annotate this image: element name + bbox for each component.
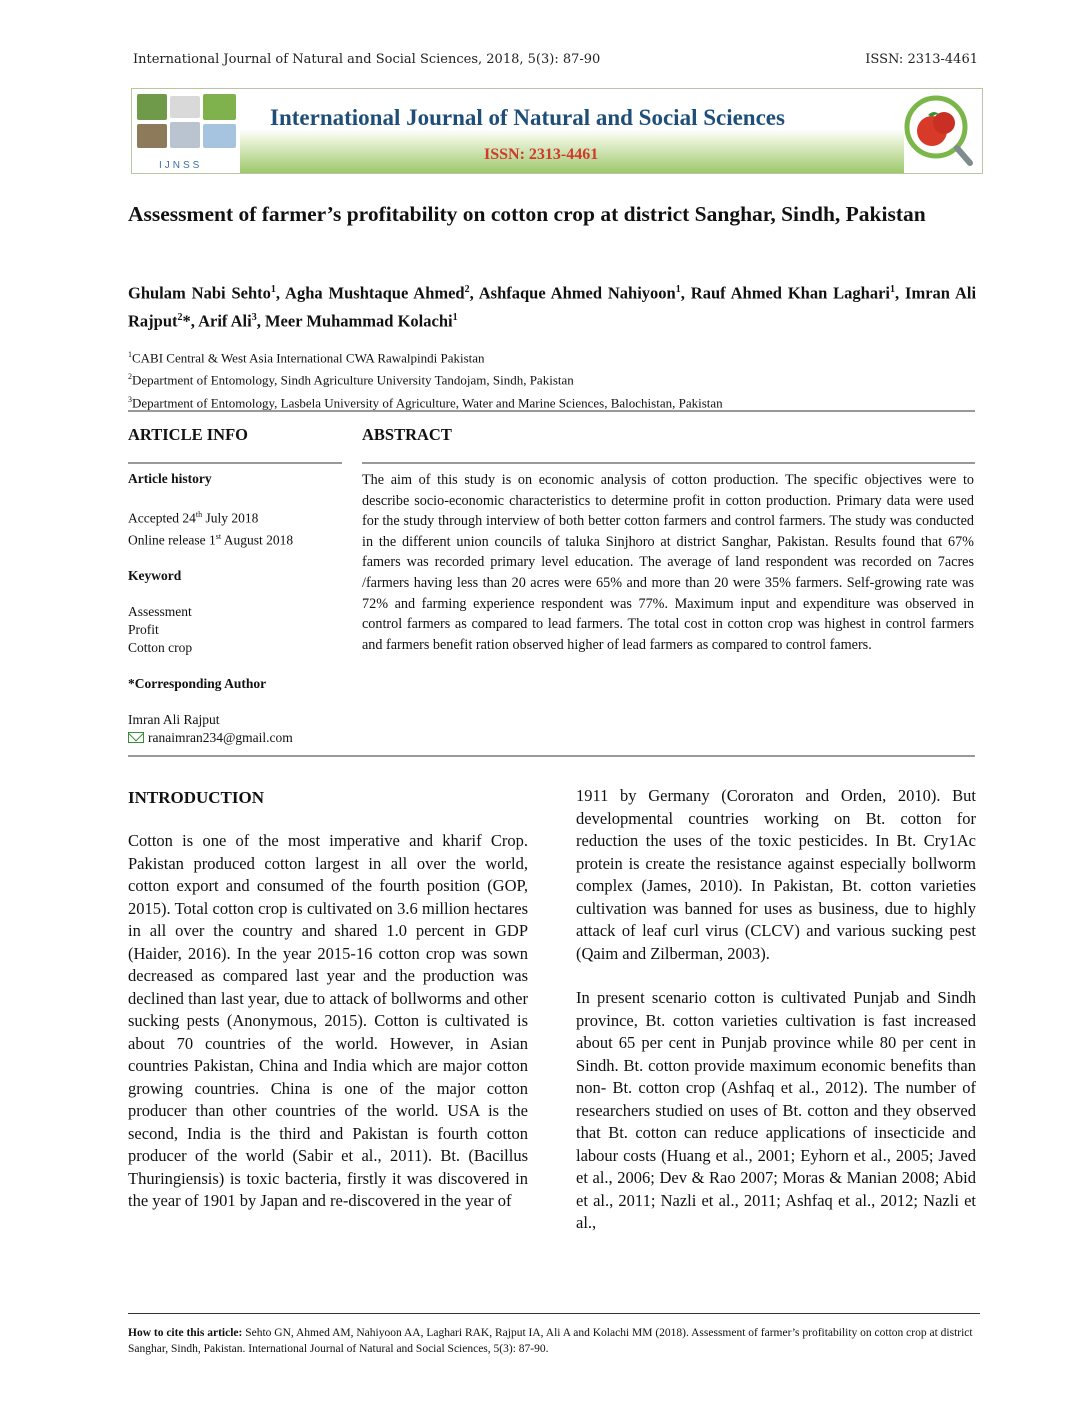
author-name: Agha Mushtaque Ahmed (285, 283, 465, 303)
author-list (128, 278, 976, 333)
affiliation-marker: 3 (128, 394, 132, 404)
divider-rule (128, 755, 975, 757)
keyword-item: Assessment (128, 604, 192, 619)
author-name: Meer Muhammad Kolachi (264, 311, 453, 330)
author-separator: , (256, 311, 265, 330)
author-affiliation-marker: 3 (251, 311, 257, 323)
author-affiliation-marker: 1 (270, 284, 276, 295)
divider-rule (128, 410, 975, 412)
author-separator: , (680, 283, 691, 303)
affiliation-item (128, 390, 978, 412)
banner-issn: ISSN: 2313-4461 (484, 146, 599, 163)
author-name: Ghulam Nabi Sehto (128, 283, 271, 303)
keyword-item: Profit (128, 622, 159, 637)
affiliation-marker: 2 (128, 372, 132, 382)
corresponding-author-name: Imran Ali Rajput (128, 712, 220, 727)
article-info-heading: ARTICLE INFO (128, 425, 248, 444)
author-affiliation-marker: 1 (452, 311, 458, 323)
magnifier-tomato-icon (902, 93, 976, 169)
abstract-text: The aim of this study is on economic analysis of cotton production. The specific objectives were to describe socio-economic characteristics to determine profit in cotton production. Primary data were used for the study through interview of both better cotton farmers and control farmers. The study was conducted in the different union councils of taluka Sinjhoro at district Sanghar, Pakistan. Results found that 67% famers was recorded primary level education. The average of land respondent was recorded on 7acres /farmers having less than 20 acres were 65% and more than 20 were 35% farmers. Self-growing rate was 72% and farming experience respondent was 77%. Maximum input and expenditure was observed in control farmers as compared to lead farmers. The total cost in cotton crop was highest in control farmers and farmers benefit ration observed higher of lead farmers as compared to control famers. (362, 472, 974, 653)
affiliation-marker: 1 (128, 350, 132, 359)
author-separator: *, (182, 311, 199, 330)
author-name: Imran Ali Rajput (128, 283, 977, 330)
author-name: Ashfaque Ahmed Nahiyoon (478, 283, 676, 303)
keyword-list (128, 603, 340, 657)
abstract-heading: ABSTRACT (362, 425, 452, 444)
affiliation-item (128, 345, 978, 367)
corresponding-email-row (128, 729, 340, 747)
body-paragraph: Cotton is one of the most imperative and kharif Crop. Pakistan produced cotton largest in all over the world, cotton export and consumed of the fourth position (GOP, 2015). Total cotton crop is cultivated on 3.6 million hectares in all over the country and shared 1.0 percent in GDP (Haider, 2016). In the year 2015-16 cotton crop was sown decreased as compared last year and the production was declined than last year, due to attack of bollworms and other sucking pests (Anonymous, 2015). Cotton is cultivated is about 70 countries of the world. However, in Asian countries Pakistan, China and India which are major cotton growing countries. China is one of the major cotton producer than other countries of the world. USA is the second, India is the third and Pakistan is fourth cotton producer of the world (Sabir et al., 2011). Bt. (Bacillus Thuringiensis) is toxic bacteria, firstly it was discovered in the year of 1901 by Japan and re-discovered in the year of (128, 831, 528, 1210)
author-affiliation-marker: 1 (890, 284, 896, 295)
introduction-heading: INTRODUCTION (128, 788, 265, 807)
email-icon (128, 732, 144, 743)
affiliation-text: CABI Central & West Asia International CWA Rawalpindi Pakistan (132, 350, 485, 366)
article-info-panel (128, 470, 340, 747)
author-separator: , (895, 283, 906, 303)
author-name: Arif Ali (198, 311, 252, 330)
affiliation-text: Department of Entomology, Lasbela University of Agriculture, Water and Marine Sciences, Balochistan, Pakistan (132, 394, 723, 410)
abstract-rule (362, 462, 975, 464)
affiliation-item (128, 367, 978, 389)
author-separator: , (275, 283, 286, 303)
author-affiliation-marker: 2 (177, 311, 183, 323)
article-history-label: Article history (128, 471, 212, 486)
author-separator: , (469, 283, 479, 303)
author-affiliation-marker: 1 (675, 284, 681, 295)
citation-label: How to cite this article: (128, 1327, 243, 1339)
author-affiliation-marker: 2 (464, 284, 470, 295)
keyword-item: Cotton crop (128, 640, 193, 655)
introduction-column-right (576, 785, 976, 1235)
journal-banner (131, 88, 983, 174)
running-head-issn: ISSN: 2313-4461 (865, 52, 978, 67)
body-paragraph: In present scenario cotton is cultivated Punjab and Sindh province, Bt. cotton varieties cultivation is fast increased about 65 per cent in Punjab province while 80 per cent in Sindh. Bt. cotton provide maximum economic benefits than non- Bt. cotton crop (Ashfaq et al., 2012). The number of researchers studied on uses of Bt. cotton and they observed that Bt. cotton can reduce applications of insecticide and labour costs (Huang et al., 2001; Eyhorn et al., 2005; Javed et al., 2006; Dev & Rao 2007; Moras & Manian 2008; Abid et al., 2011; Nazli et al., 2011; Ashfaq et al., 2012; Nazli et al., (576, 988, 976, 1232)
running-head (133, 52, 978, 67)
online-release-date: Online release 1st August 2018 (128, 531, 294, 547)
paper-title: Assessment of farmer’s profitability on cotton crop at district Sanghar, Sindh, Pakistan (128, 202, 926, 226)
citation-footer (128, 1325, 980, 1357)
accepted-date: Accepted 24th July 2018 (128, 510, 259, 526)
affiliation-list (128, 345, 978, 412)
logo-caption: IJNSS (159, 160, 203, 171)
corresponding-email[interactable]: ranaimran234@gmail.com (148, 730, 293, 745)
introduction-column-left (128, 830, 528, 1213)
citation-text: Sehto GN, Ahmed AM, Nahiyoon AA, Laghari RAK, Rajput IA, Ali A and Kolachi MM (2018). Assessment of farmer’s profitability on cotton crop at district Sanghar, Sindh, Pakistan. International Journal of Natural and Social Sciences, 5(3): 87-90. (128, 1327, 973, 1355)
journal-logo-collage (135, 92, 238, 170)
author-name: Rauf Ahmed Khan Laghari (690, 283, 891, 303)
corresponding-author-label: *Corresponding Author (128, 676, 267, 691)
running-head-citation: International Journal of Natural and Social Sciences, 2018, 5(3): 87-90 (133, 52, 601, 67)
banner-journal-title: International Journal of Natural and Social Sciences (270, 105, 785, 130)
keyword-label: Keyword (128, 568, 182, 583)
footer-rule (128, 1313, 980, 1314)
article-info-rule (128, 462, 342, 464)
affiliation-text: Department of Entomology, Sindh Agriculture University Tandojam, Sindh, Pakistan (132, 372, 574, 388)
body-paragraph: 1911 by Germany (Cororaton and Orden, 2010). But developmental countries working on Bt. cotton for reduction the uses of the toxic pesticides. In Bt. Cry1Ac protein is create the resistance against especially bollworm complex (James, 2010). In Pakistan, Bt. cotton varieties cultivation was banned for uses as business, due to highly attack of leaf curl virus (CLCV) and various sucking pest (Qaim and Zilberman, 2003). (576, 786, 976, 963)
